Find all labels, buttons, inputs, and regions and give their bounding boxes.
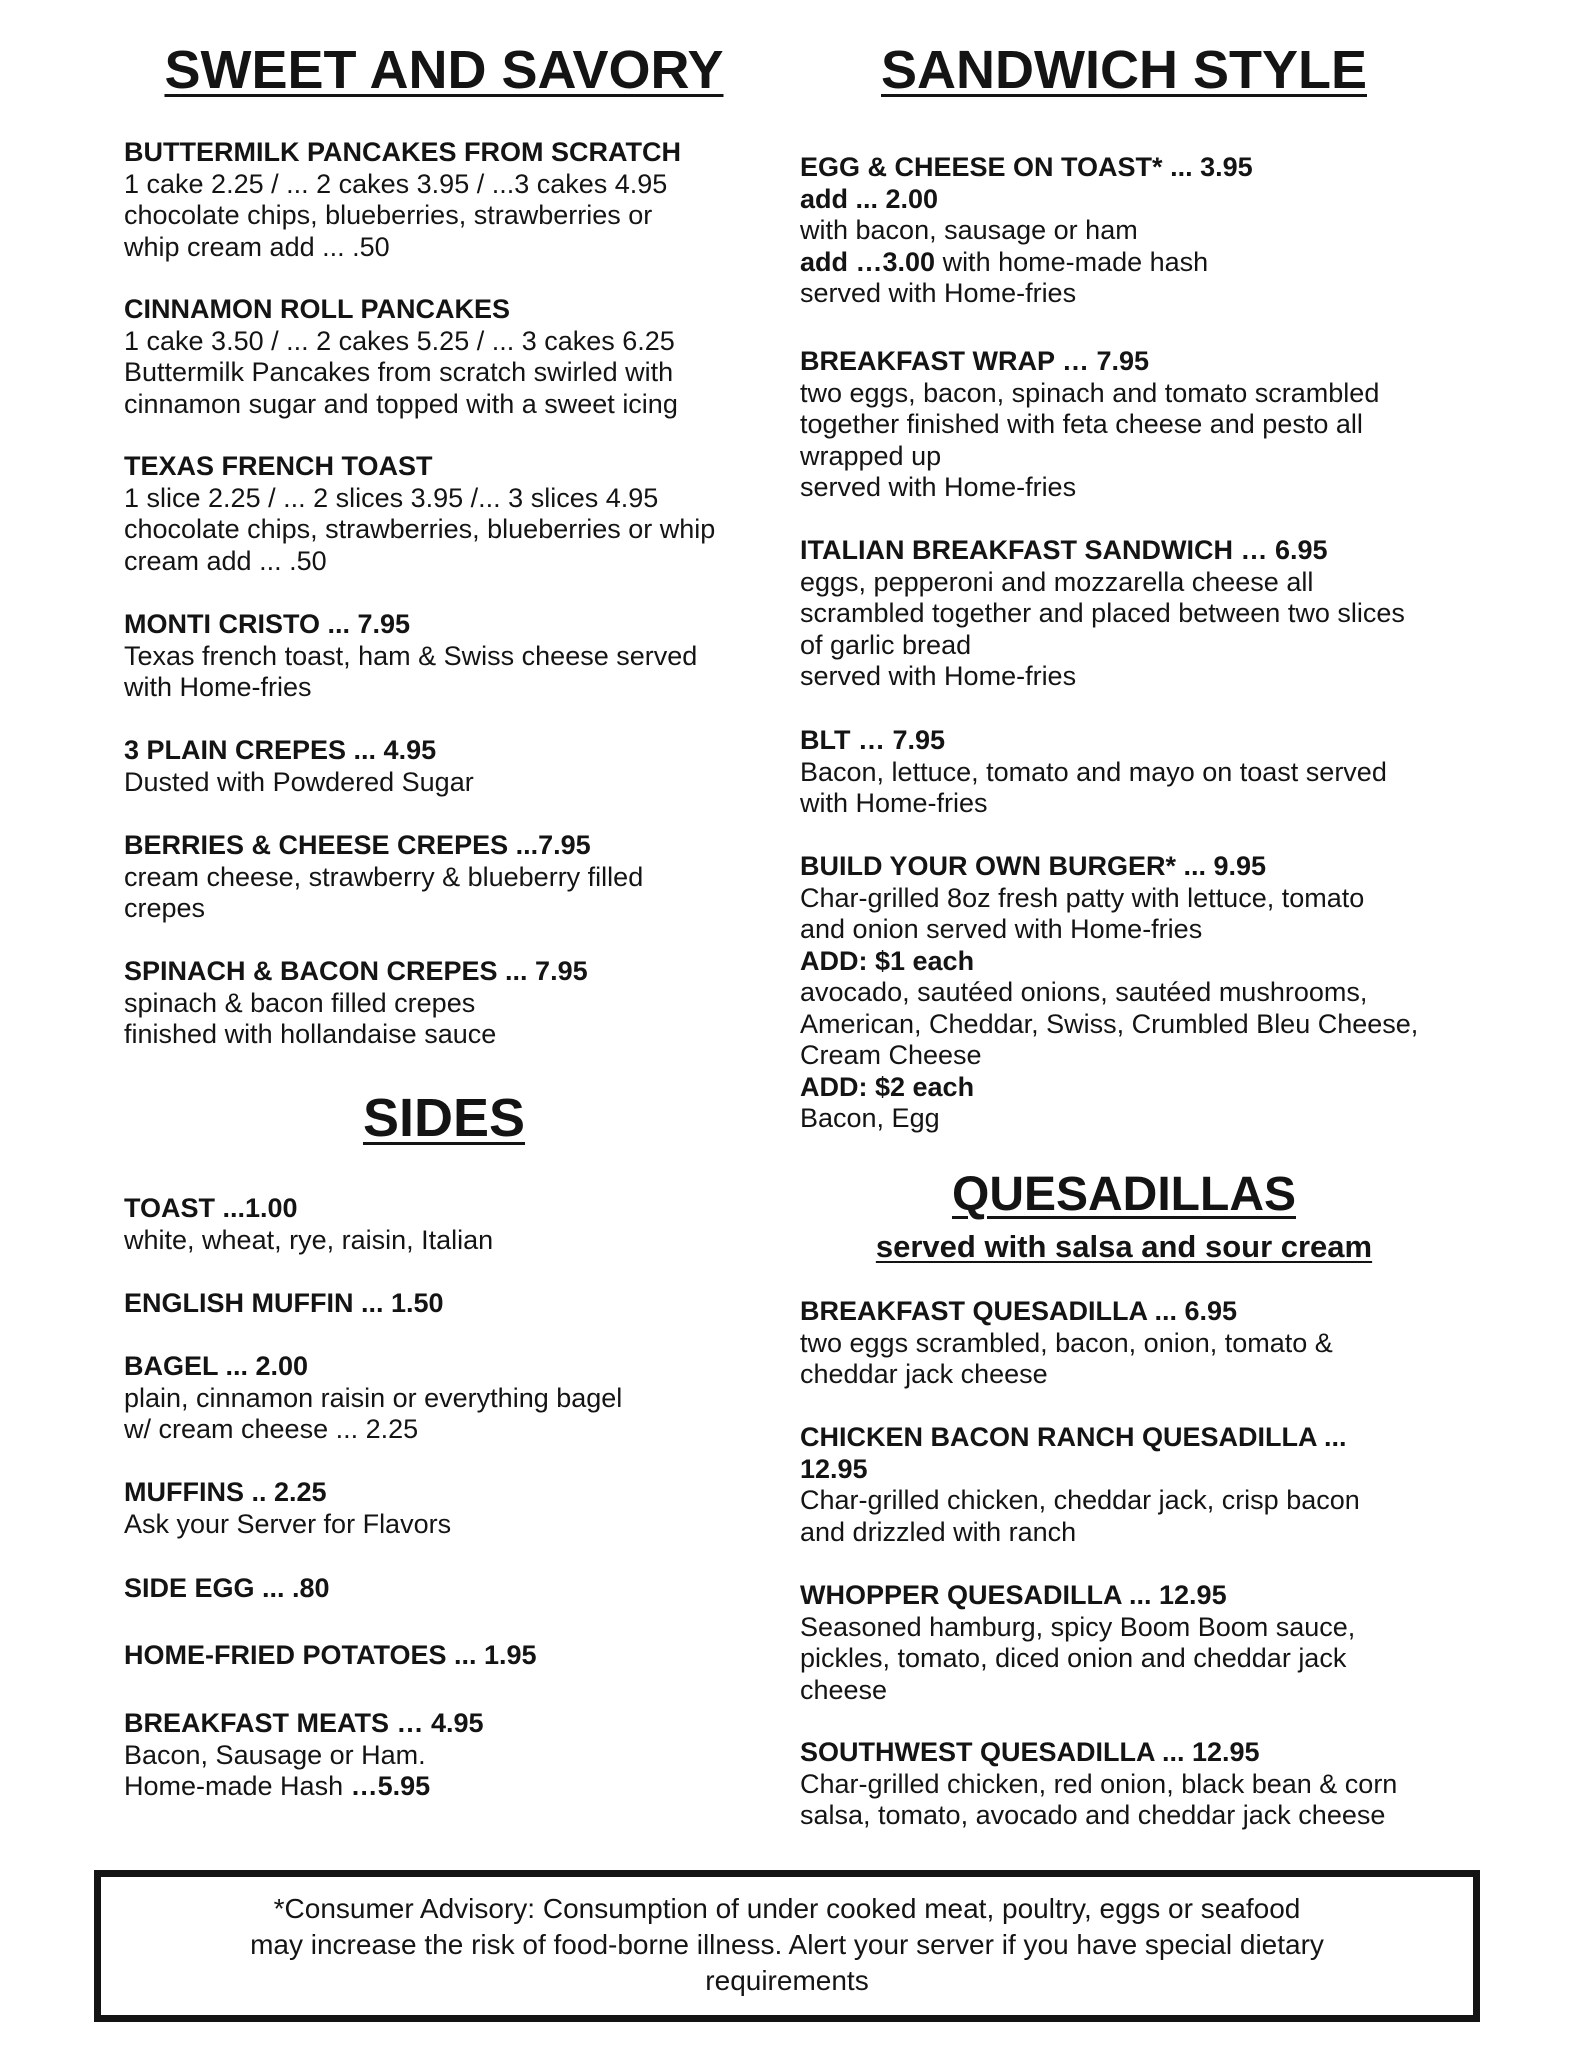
menu-item-muffins <box>124 1477 764 1540</box>
menu-item-buttermilk-pancakes <box>124 137 764 263</box>
item-title: BREAKFAST QUESADILLA ... 6.95 <box>800 1296 1238 1326</box>
item-title: MUFFINS .. 2.25 <box>124 1477 327 1507</box>
item-line: and drizzled with ranch <box>800 1516 1077 1547</box>
menu-item-southwest-quesadilla <box>800 1737 1490 1832</box>
advisory-line: *Consumer Advisory: Consumption of under cooked meat, poultry, eggs or seafood <box>273 1893 1301 1924</box>
item-line: Cream Cheese <box>800 1040 982 1070</box>
item-line: crepes <box>124 893 206 923</box>
item-line: plain, cinnamon raisin or everything bagel <box>124 1382 623 1413</box>
item-title: SPINACH & BACON CREPES ... 7.95 <box>124 956 588 986</box>
item-line: wrapped up <box>800 440 942 471</box>
item-line: Dusted with Powdered Sugar <box>124 766 474 797</box>
item-line: served with Home-fries <box>800 472 1077 502</box>
item-title: SOUTHWEST QUESADILLA ... 12.95 <box>800 1737 1260 1767</box>
sandwich-style-heading: SANDWICH STYLE <box>881 40 1367 100</box>
item-line: Ask your Server for Flavors <box>124 1508 452 1539</box>
item-title: WHOPPER QUESADILLA ... 12.95 <box>800 1580 1227 1610</box>
item-line: salsa, tomato, avocado and cheddar jack cheese <box>800 1800 1386 1830</box>
add-on-label: add ... 2.00 <box>800 183 939 214</box>
item-title: CHICKEN BACON RANCH QUESADILLA ... <box>800 1422 1347 1452</box>
item-title: 3 PLAIN CREPES ... 4.95 <box>124 735 437 765</box>
hash-price: …5.95 <box>350 1771 431 1801</box>
item-line: Seasoned hamburg, spicy Boom Boom sauce, <box>800 1611 1356 1642</box>
item-line: two eggs scrambled, bacon, onion, tomato & <box>800 1327 1333 1358</box>
quesadillas-subheading: served with salsa and sour cream <box>875 1229 1373 1264</box>
menu-item-breakfast-quesadilla <box>800 1296 1490 1391</box>
item-line: Char-grilled 8oz fresh patty with lettuce, tomato <box>800 882 1365 913</box>
item-line: two eggs, bacon, spinach and tomato scrambled <box>800 377 1380 408</box>
menu-item-italian-breakfast-sandwich <box>800 535 1490 693</box>
menu-item-texas-french-toast <box>124 451 764 577</box>
menu-item-blt <box>800 725 1490 820</box>
item-line: scrambled together and placed between two slices <box>800 598 1405 628</box>
sweet-savory-heading: SWEET AND SAVORY <box>164 40 724 100</box>
item-line: cheddar jack cheese <box>800 1359 1048 1389</box>
menu-item-side-egg <box>124 1573 764 1605</box>
add-on-label: ADD: $1 each <box>800 945 975 976</box>
menu-item-berries-cheese-crepes <box>124 830 764 925</box>
item-title: BERRIES & CHEESE CREPES ...7.95 <box>124 830 591 860</box>
item-line: cheese <box>800 1674 888 1705</box>
item-line: Bacon, Sausage or Ham. <box>124 1739 426 1770</box>
item-line: Bacon, Egg <box>800 1103 940 1133</box>
item-title: BAGEL ... 2.00 <box>124 1351 309 1381</box>
menu-item-toast <box>124 1193 764 1256</box>
item-line: white, wheat, rye, raisin, Italian <box>124 1224 494 1255</box>
menu-item-monti-cristo <box>124 609 764 704</box>
menu-item-cinnamon-roll-pancakes <box>124 294 764 420</box>
item-line: Bacon, lettuce, tomato and mayo on toast served <box>800 756 1387 787</box>
item-line: served with Home-fries <box>800 661 1077 691</box>
item-line: whip cream add ... .50 <box>124 231 390 262</box>
item-line: chocolate chips, blueberries, strawberries or <box>124 200 653 230</box>
item-title: TOAST ...1.00 <box>124 1193 298 1223</box>
quesadillas-heading: QUESADILLAS <box>951 1168 1296 1221</box>
menu-item-breakfast-meats <box>124 1708 764 1803</box>
menu-item-bagel <box>124 1351 764 1446</box>
item-line: pickles, tomato, diced onion and cheddar jack <box>800 1643 1347 1673</box>
item-line: of garlic bread <box>800 629 972 660</box>
item-title-price: 12.95 <box>800 1453 868 1484</box>
item-title: TEXAS FRENCH TOAST <box>124 451 433 481</box>
sides-heading: SIDES <box>362 1088 526 1148</box>
menu-item-english-muffin <box>124 1288 764 1320</box>
item-line: with Home-fries <box>124 672 312 702</box>
item-title: SIDE EGG ... .80 <box>124 1573 330 1603</box>
item-title: BUILD YOUR OWN BURGER* ... 9.95 <box>800 851 1267 881</box>
item-line: together finished with feta cheese and pesto all <box>800 409 1363 439</box>
item-title: BLT … 7.95 <box>800 725 946 755</box>
menu-item-whopper-quesadilla <box>800 1580 1490 1706</box>
item-line: avocado, sautéed onions, sautéed mushrooms, <box>800 977 1368 1007</box>
item-line-add2 <box>800 247 1490 279</box>
item-line: chocolate chips, strawberries, blueberries or whip <box>124 514 716 544</box>
menu-item-egg-cheese-toast <box>800 152 1490 310</box>
menu-item-build-your-own-burger <box>800 851 1490 1135</box>
item-line: 1 cake 2.25 / ... 2 cakes 3.95 / ...3 cakes 4.95 <box>124 168 668 199</box>
item-title: MONTI CRISTO ... 7.95 <box>124 609 411 639</box>
item-title: EGG & CHEESE ON TOAST* ... 3.95 <box>800 152 1253 182</box>
add-on-label: ADD: $2 each <box>800 1071 975 1102</box>
item-line: eggs, pepperoni and mozzarella cheese all <box>800 566 1314 597</box>
item-line-hash <box>124 1771 764 1803</box>
advisory-line: may increase the risk of food-borne illness. Alert your server if you have special dietary <box>250 1929 1324 1960</box>
item-line: and onion served with Home-fries <box>800 914 1203 944</box>
item-line: spinach & bacon filled crepes <box>124 987 476 1018</box>
advisory-line: requirements <box>705 1965 869 1996</box>
hash-label: Home-made Hash <box>124 1771 351 1801</box>
item-line: finished with hollandaise sauce <box>124 1019 497 1049</box>
item-line: Char-grilled chicken, red onion, black bean & corn <box>800 1768 1398 1799</box>
add-on-text: with home-made hash <box>935 246 1209 277</box>
item-line: w/ cream cheese ... 2.25 <box>124 1414 419 1444</box>
item-line: American, Cheddar, Swiss, Crumbled Bleu Cheese, <box>800 1008 1419 1039</box>
item-line: Buttermilk Pancakes from scratch swirled with <box>124 357 674 387</box>
item-title: ENGLISH MUFFIN ... 1.50 <box>124 1288 444 1318</box>
menu-item-plain-crepes <box>124 735 764 798</box>
add-on-label: add …3.00 <box>800 246 936 277</box>
item-line: with bacon, sausage or ham <box>800 215 1138 245</box>
item-title: BUTTERMILK PANCAKES FROM SCRATCH <box>124 137 681 167</box>
consumer-advisory-box <box>94 1870 1480 2022</box>
menu-item-spinach-bacon-crepes <box>124 956 764 1051</box>
item-line: with Home-fries <box>800 788 988 818</box>
item-title: ITALIAN BREAKFAST SANDWICH … 6.95 <box>800 535 1328 565</box>
menu-item-home-fried-potatoes <box>124 1640 764 1672</box>
item-title: BREAKFAST MEATS … 4.95 <box>124 1708 484 1738</box>
item-line: cinnamon sugar and topped with a sweet icing <box>124 388 678 419</box>
item-line: Texas french toast, ham & Swiss cheese served <box>124 640 698 671</box>
item-title: HOME-FRIED POTATOES ... 1.95 <box>124 1640 537 1670</box>
menu-item-breakfast-wrap <box>800 346 1490 504</box>
item-line: served with Home-fries <box>800 278 1077 308</box>
item-line: 1 slice 2.25 / ... 2 slices 3.95 /... 3 slices 4.95 <box>124 482 659 513</box>
menu-item-chicken-bacon-ranch-quesadilla <box>800 1422 1490 1548</box>
item-line: 1 cake 3.50 / ... 2 cakes 5.25 / ... 3 cakes 6.25 <box>124 325 675 356</box>
item-title: BREAKFAST WRAP … 7.95 <box>800 346 1150 376</box>
item-line: Char-grilled chicken, cheddar jack, crisp bacon <box>800 1485 1360 1515</box>
item-line: cream add ... .50 <box>124 545 327 576</box>
item-title: CINNAMON ROLL PANCAKES <box>124 294 511 324</box>
item-line: cream cheese, strawberry & blueberry filled <box>124 861 644 892</box>
